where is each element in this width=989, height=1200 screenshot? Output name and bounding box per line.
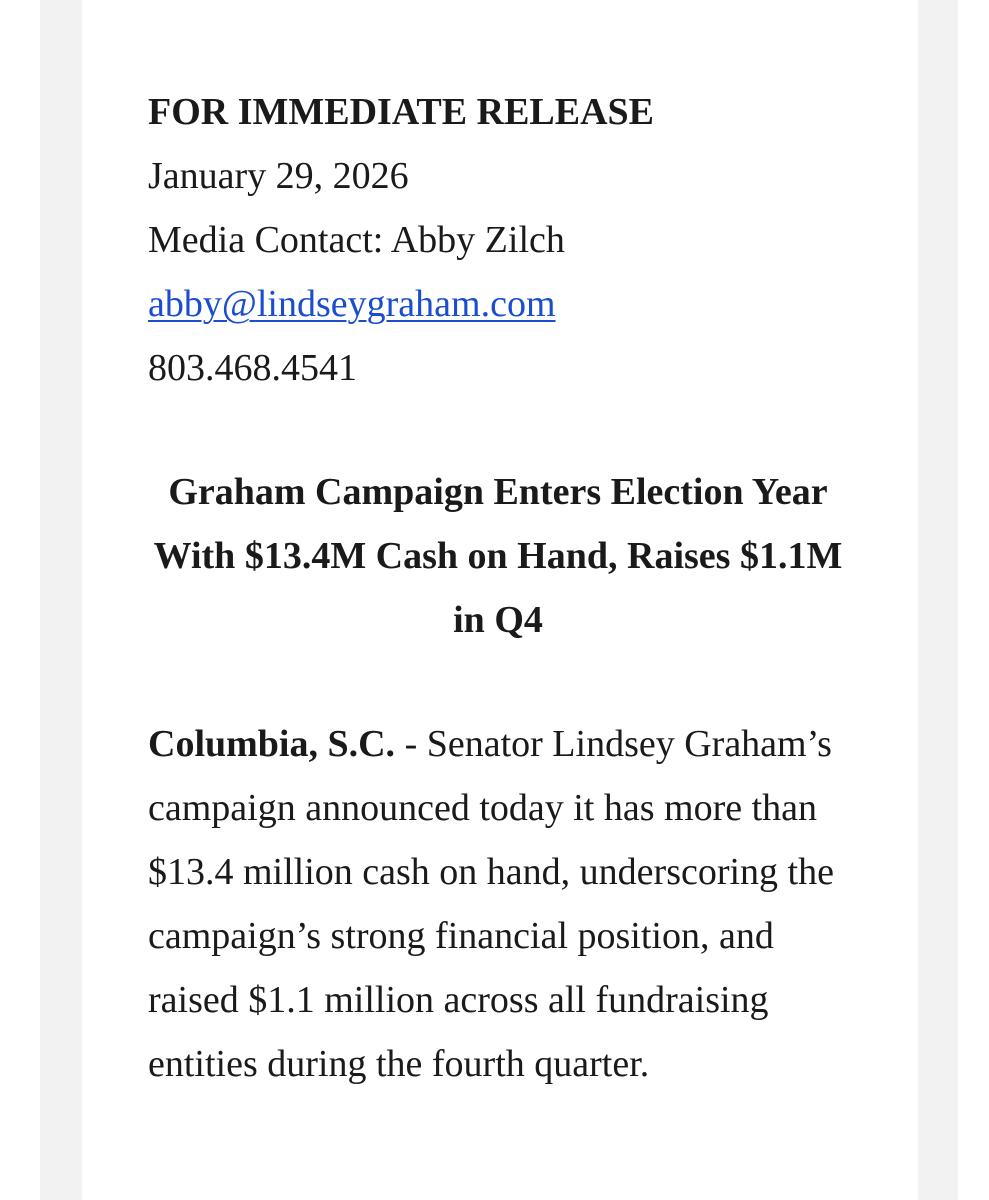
contact-phone: 803.468.4541 — [148, 347, 357, 389]
dateline-separator: - — [395, 723, 427, 765]
press-release-document — [82, 0, 918, 1200]
dateline: Columbia, S.C. — [148, 723, 396, 765]
headline: Graham Campaign Enters Election Year With $13.4M Cash on Hand, Raises $1.1M in Q4 — [153, 471, 843, 641]
release-label: FOR IMMEDIATE RELEASE — [148, 91, 655, 133]
body-paragraph — [148, 712, 848, 1096]
left-gutter — [40, 0, 82, 1200]
right-gutter — [918, 0, 958, 1200]
body-text: Senator Lindsey Graham’s campaign announced today it has more than $13.4 million cash on hand, underscoring the campaign’s strong financial position, and raised $1.1 million across all fundraising entities during the fourth quarter. — [148, 723, 834, 1085]
media-contact: Media Contact: Abby Zilch — [148, 219, 565, 261]
contact-email-link[interactable]: abby@lindseygraham.com — [148, 283, 556, 325]
release-date: January 29, 2026 — [148, 155, 409, 197]
press-release-content — [148, 80, 858, 1096]
contact-email-wrapper — [148, 272, 858, 336]
